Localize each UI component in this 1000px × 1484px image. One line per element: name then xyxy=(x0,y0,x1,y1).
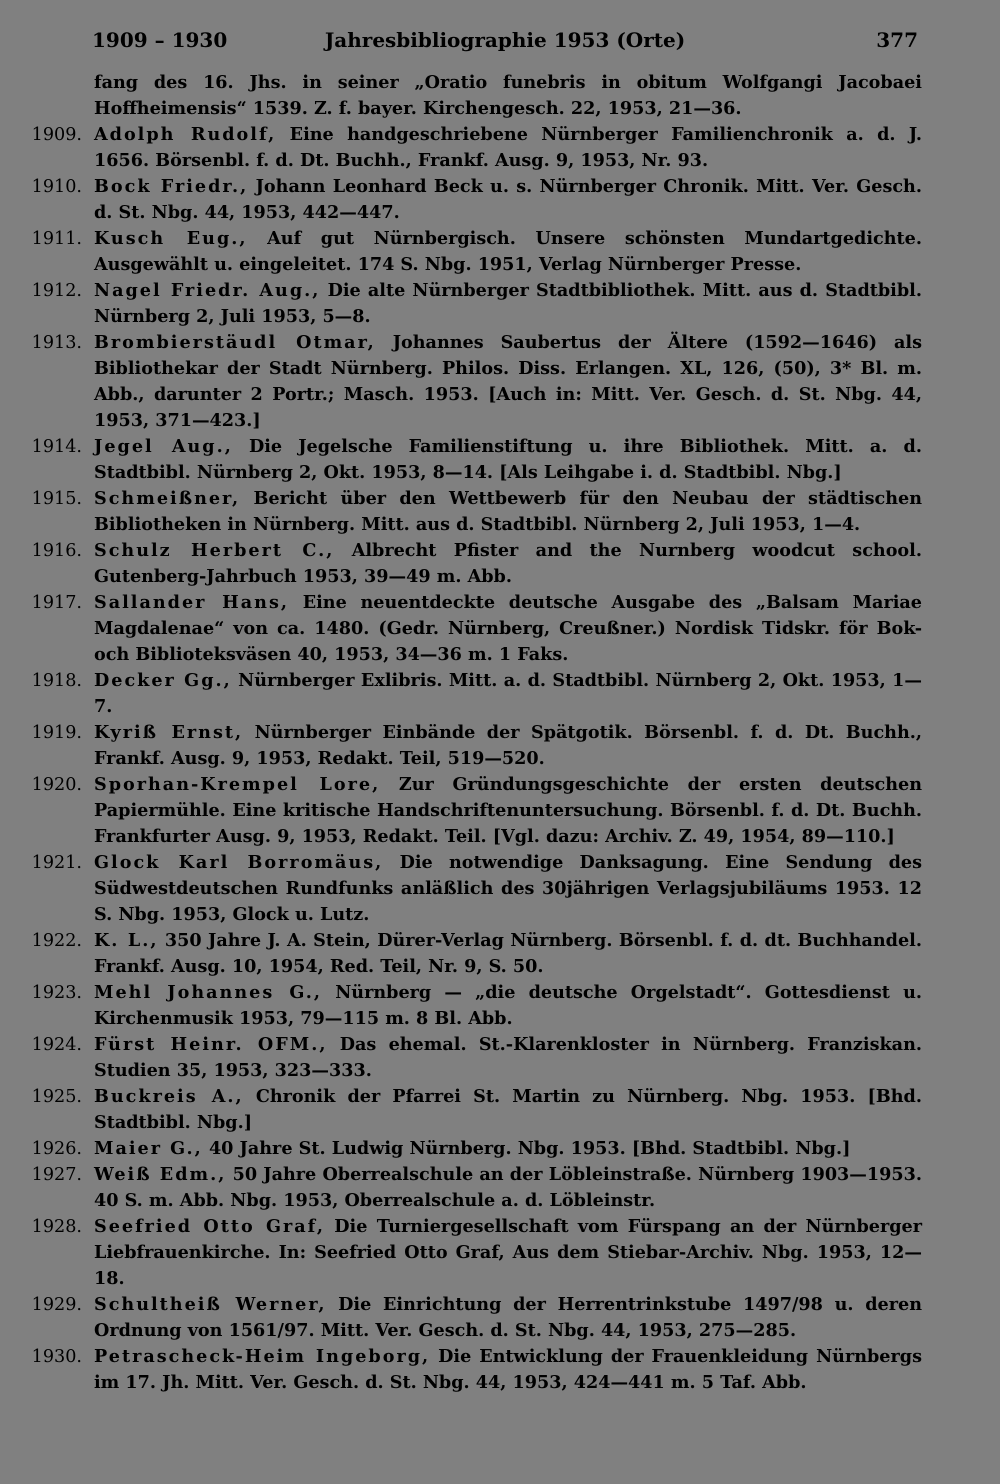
entry-number: 1925. xyxy=(31,1087,82,1107)
page-header xyxy=(92,28,918,62)
entry-citation: Die notwendige Danksagung. Eine Sendung des Südwestdeutschen Rundfunks anläßlich des 30jährigen Verlagsjubiläums 1953. 12 S. Nbg. 1953, Glock u. Lutz. xyxy=(94,852,922,925)
entry-number: 1930. xyxy=(31,1347,82,1367)
entry-citation: Chronik der Pfarrei St. Martin zu Nürnberg. Nbg. 1953. [Bhd. Stadtbibl. Nbg.] xyxy=(94,1086,922,1133)
entry-number: 1915. xyxy=(31,489,82,509)
entry-citation: Johann Leonhard Beck u. s. Nürnberger Chronik. Mitt. Ver. Gesch. d. St. Nbg. 44, 1953, 442—447. xyxy=(94,176,922,223)
entry-text xyxy=(94,330,922,434)
bibliography-entry xyxy=(26,1214,922,1292)
entry-author: Decker Gg., xyxy=(94,670,232,691)
entry-number: 1910. xyxy=(31,177,82,197)
entry-number: 1923. xyxy=(31,983,82,1003)
bibliography-entry xyxy=(26,590,922,668)
entry-number: 1912. xyxy=(31,281,82,301)
entry-author: Jegel Aug., xyxy=(94,436,233,457)
entry-text xyxy=(94,1292,922,1344)
entry-number: 1909. xyxy=(31,125,82,145)
bibliography-entry xyxy=(26,486,922,538)
bibliography-entry xyxy=(26,850,922,928)
entry-text xyxy=(94,1136,922,1162)
entry-text xyxy=(94,1084,922,1136)
entry-number: 1927. xyxy=(31,1165,82,1185)
bibliography-entry xyxy=(26,278,922,330)
continuation-text: fang des 16. Jhs. in seiner „Oratio funebris in obitum Wolfgangi Jacobaei Hoffheimensis“ 1539. Z. f. bayer. Kirchengesch. 22, 1953, 21—36. xyxy=(94,72,922,119)
entry-text xyxy=(94,980,922,1032)
entry-citation: Die alte Nürnberger Stadtbibliothek. Mitt. aus d. Stadtbibl. Nürnberg 2, Juli 1953, 5—8. xyxy=(94,280,922,327)
entry-author: Buckreis A., xyxy=(94,1086,244,1107)
entry-text xyxy=(94,434,922,486)
entry-text xyxy=(94,174,922,226)
bibliography-entry xyxy=(26,1292,922,1344)
entry-author: Schmeißner, xyxy=(94,488,241,509)
entry-citation: Die Entwicklung der Frauenkleidung Nürnbergs im 17. Jh. Mitt. Ver. Gesch. d. St. Nbg. 44, 1953, 424—441 m. 5 Taf. Abb. xyxy=(94,1346,922,1393)
bibliography-list xyxy=(26,70,922,1396)
bibliography-entry xyxy=(26,174,922,226)
entry-citation: Zur Gründungsgeschichte der ersten deutschen Papiermühle. Eine kritische Handschriftenuntersuchung. Börsenbl. f. d. Dt. Buchh. Frankfurter Ausg. 9, 1953, Redakt. Teil. [Vgl. dazu: Archiv. Z. 49, 1954, 89—110.] xyxy=(94,774,922,847)
entry-number: 1919. xyxy=(31,723,82,743)
entry-citation: Die Jegelsche Familienstiftung u. ihre Bibliothek. Mitt. a. d. Stadtbibl. Nürnberg 2, Okt. 1953, 8—14. [Als Leihgabe i. d. Stadtbibl. Nbg.] xyxy=(94,436,922,483)
entry-citation: Die Einrichtung der Herrentrinkstube 1497/98 u. deren Ordnung von 1561/97. Mitt. Ver. Gesch. d. St. Nbg. 44, 1953, 275—285. xyxy=(94,1294,922,1341)
entry-author: Brombierstäudl Otmar, xyxy=(94,332,376,353)
entry-citation: 50 Jahre Oberrealschule an der Löbleinstraße. Nürnberg 1903—1953. 40 S. m. Abb. Nbg. 1953, Oberrealschule a. d. Löbleinstr. xyxy=(94,1164,922,1211)
entry-citation: Bericht über den Wettbewerb für den Neubau der städtischen Bibliotheken in Nürnberg. Mitt. aus d. Stadtbibl. Nürnberg 2, Juli 1953, 1—4. xyxy=(94,488,922,535)
bibliography-entry xyxy=(26,434,922,486)
bibliography-entry xyxy=(26,772,922,850)
entry-text xyxy=(94,772,922,850)
bibliography-entry xyxy=(26,122,922,174)
entry-text xyxy=(94,720,922,772)
bibliography-entry xyxy=(26,1344,922,1396)
entry-text xyxy=(94,1032,922,1084)
entry-text xyxy=(94,668,922,720)
entry-number: 1922. xyxy=(31,931,82,951)
entry-citation: Auf gut Nürnbergisch. Unsere schönsten Mundartgedichte. Ausgewählt u. eingeleitet. 174 S. Nbg. 1951, Verlag Nürnberger Presse. xyxy=(94,228,922,275)
entry-number: 1917. xyxy=(31,593,82,613)
entry-text xyxy=(94,928,922,980)
entry-citation: Eine handgeschriebene Nürnberger Familienchronik a. d. J. 1656. Börsenbl. f. d. Dt. Buchh., Frankf. Ausg. 9, 1953, Nr. 93. xyxy=(94,124,922,171)
entry-range: 1909 – 1930 xyxy=(92,28,228,52)
entry-author: K. L., xyxy=(94,930,159,951)
entry-number: 1920. xyxy=(31,775,82,795)
bibliography-entry xyxy=(26,980,922,1032)
entry-number: 1921. xyxy=(31,853,82,873)
bibliography-entry xyxy=(26,928,922,980)
entry-citation: 40 Jahre St. Ludwig Nürnberg. Nbg. 1953. [Bhd. Stadtbibl. Nbg.] xyxy=(208,1138,851,1159)
entry-citation: Nürnberger Einbände der Spätgotik. Börsenbl. f. d. Dt. Buchh., Frankf. Ausg. 9, 1953, Redakt. Teil, 519—520. xyxy=(94,722,922,769)
entry-author: Nagel Friedr. Aug., xyxy=(94,280,321,301)
entry-author: Petrascheck-Heim Ingeborg, xyxy=(94,1346,431,1367)
entry-number: 1914. xyxy=(31,437,82,457)
bibliography-entry xyxy=(26,1162,922,1214)
page-number: 377 xyxy=(876,28,918,52)
entry-number: 1928. xyxy=(31,1217,82,1237)
entry-text xyxy=(94,1344,922,1396)
entry-citation: Johannes Saubertus der Ältere (1592—1646) als Bibliothekar der Stadt Nürnberg. Philos. Diss. Erlangen. XL, 126, (50), 3* Bl. m. Abb., darunter 2 Portr.; Masch. 1953. [Auch in: Mitt. Ver. Gesch. d. St. Nbg. 44, 1953, 371—423.] xyxy=(94,332,922,431)
entry-author: Sporhan-Krempel Lore, xyxy=(94,774,381,795)
running-title: Jahresbibliographie 1953 (Orte) xyxy=(324,28,686,52)
entry-citation: Die Turniergesellschaft vom Fürspang an der Nürnberger Liebfrauenkirche. In: Seefried Otto Graf, Aus dem Stiebar-Archiv. Nbg. 1953, 12—18. xyxy=(94,1216,922,1289)
entry-author: Bock Friedr., xyxy=(94,176,249,197)
entry-text xyxy=(94,850,922,928)
entry-text xyxy=(94,122,922,174)
entry-author: Adolph Rudolf, xyxy=(94,124,277,145)
entry-citation: Das ehemal. St.-Klarenkloster in Nürnberg. Franziskan. Studien 35, 1953, 323—333. xyxy=(94,1034,923,1081)
entry-author: Sallander Hans, xyxy=(94,592,289,613)
entry-number: 1924. xyxy=(31,1035,82,1055)
entry-text xyxy=(94,590,922,668)
bibliography-entry xyxy=(26,538,922,590)
bibliography-entry xyxy=(26,226,922,278)
entry-citation: Albrecht Pfister and the Nurnberg woodcut school. Gutenberg-Jahrbuch 1953, 39—49 m. Abb. xyxy=(94,540,922,587)
entry-author: Fürst Heinr. OFM., xyxy=(94,1034,328,1055)
entry-text xyxy=(94,1214,922,1292)
entry-number: 1911. xyxy=(31,229,82,249)
entry-author: Seefried Otto Graf, xyxy=(94,1216,325,1237)
entry-number: 1913. xyxy=(31,333,82,353)
entry-citation: Eine neuentdeckte deutsche Ausgabe des „Balsam Mariae Magdalenae“ von ca. 1480. (Gedr. Nürnberg, Creußner.) Nordisk Tidskr. för Bok-och Biblioteksväsen 40, 1953, 34—36 m. 1 Faks. xyxy=(94,592,922,665)
entry-author: Glock Karl Borromäus, xyxy=(94,852,384,873)
entry-author: Maier G., xyxy=(94,1138,203,1159)
entry-author: Schulz Herbert C., xyxy=(94,540,335,561)
entry-citation: 350 Jahre J. A. Stein, Dürer-Verlag Nürnberg. Börsenbl. f. d. dt. Buchhandel. Frankf. Ausg. 10, 1954, Red. Teil, Nr. 9, S. 50. xyxy=(94,930,922,977)
entry-number: 1918. xyxy=(31,671,82,691)
entry-author: Weiß Edm., xyxy=(94,1164,227,1185)
entry-citation: Nürnberg — „die deutsche Orgelstadt“. Gottesdienst u. Kirchenmusik 1953, 79—115 m. 8 Bl. Abb. xyxy=(94,982,922,1029)
bibliography-entry xyxy=(26,330,922,434)
entry-author: Mehl Johannes G., xyxy=(94,982,323,1003)
entry-number: 1916. xyxy=(31,541,82,561)
entry-text xyxy=(94,486,922,538)
entry-text xyxy=(94,1162,922,1214)
entry-text xyxy=(94,226,922,278)
entry-number: 1929. xyxy=(31,1295,82,1315)
entry-citation: Nürnberger Exlibris. Mitt. a. d. Stadtbibl. Nürnberg 2, Okt. 1953, 1—7. xyxy=(94,670,922,717)
entry-author: Kyriß Ernst, xyxy=(94,722,244,743)
entry-author: Kusch Eug., xyxy=(94,228,248,249)
entry-number: 1926. xyxy=(31,1139,82,1159)
bibliography-entry xyxy=(26,668,922,720)
bibliography-entry xyxy=(26,1084,922,1136)
bibliography-entry xyxy=(26,1032,922,1084)
entry-text xyxy=(94,538,922,590)
bibliography-entry xyxy=(26,720,922,772)
entry-author: Schultheiß Werner, xyxy=(94,1294,327,1315)
entry-text xyxy=(94,278,922,330)
bibliography-entry xyxy=(26,1136,922,1162)
